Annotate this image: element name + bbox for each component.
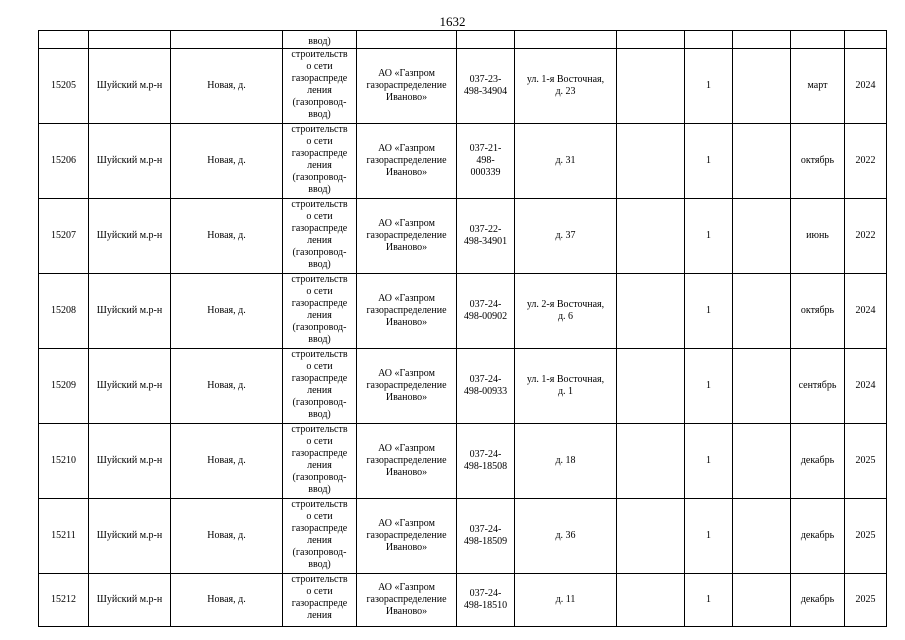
object-code-cell: 037-24- 498-00933 xyxy=(457,349,515,424)
object-code-cell: 037-24- 498-18509 xyxy=(457,499,515,574)
object-code-cell: 037-24- 498-18510 xyxy=(457,574,515,627)
count-cell: 1 xyxy=(685,424,733,499)
year-cell: 2024 xyxy=(845,349,887,424)
count-cell: 1 xyxy=(685,499,733,574)
empty-cell xyxy=(617,349,685,424)
row-number-cell: 15210 xyxy=(39,424,89,499)
address-cell: д. 11 xyxy=(515,574,617,627)
count-cell: 1 xyxy=(685,199,733,274)
year-cell: 2024 xyxy=(845,274,887,349)
empty-cell xyxy=(733,124,791,199)
month-cell: март xyxy=(791,49,845,124)
year-cell: 2025 xyxy=(845,574,887,627)
empty-cell xyxy=(617,574,685,627)
work-type-cell: строительств о сети газораспреде ления (газопровод- ввод) xyxy=(283,49,357,124)
locality-cell: Новая, д. xyxy=(171,199,283,274)
operator-cell: АО «Газпром газораспределение Иваново» xyxy=(357,499,457,574)
empty-cell xyxy=(617,274,685,349)
locality-cell: Новая, д. xyxy=(171,274,283,349)
empty-cell xyxy=(733,574,791,627)
table-row xyxy=(39,574,887,627)
month-cell: декабрь xyxy=(791,574,845,627)
locality-cell: Новая, д. xyxy=(171,424,283,499)
address-cell: д. 31 xyxy=(515,124,617,199)
month-cell: октябрь xyxy=(791,274,845,349)
table-row xyxy=(39,499,887,574)
district-cell: Шуйский м.р-н xyxy=(89,199,171,274)
empty-cell xyxy=(617,124,685,199)
table-row xyxy=(39,124,887,199)
address-cell: ул. 1-я Восточная, д. 23 xyxy=(515,49,617,124)
work-type-cell: строительств о сети газораспреде ления (газопровод- ввод) xyxy=(283,349,357,424)
work-type-cell: строительств о сети газораспреде ления (газопровод- ввод) xyxy=(283,499,357,574)
district-cell: Шуйский м.р-н xyxy=(89,424,171,499)
operator-cell: АО «Газпром газораспределение Иваново» xyxy=(357,574,457,627)
gasification-table xyxy=(38,30,887,627)
page-number: 1632 xyxy=(439,14,466,29)
empty-cell xyxy=(617,499,685,574)
table-row xyxy=(39,424,887,499)
row-number-cell: 15207 xyxy=(39,199,89,274)
work-type-cell: строительств о сети газораспреде ления (газопровод- ввод) xyxy=(283,199,357,274)
count-cell: 1 xyxy=(685,49,733,124)
row-number-cell: 15211 xyxy=(39,499,89,574)
address-cell: ул. 2-я Восточная, д. 6 xyxy=(515,274,617,349)
operator-cell: АО «Газпром газораспределение Иваново» xyxy=(357,349,457,424)
empty-cell xyxy=(733,199,791,274)
work-type-cell: строительств о сети газораспреде ления (газопровод- ввод) xyxy=(283,424,357,499)
row-number-cell: 15206 xyxy=(39,124,89,199)
row-number-cell: 15208 xyxy=(39,274,89,349)
address-cell: д. 37 xyxy=(515,199,617,274)
empty-cell xyxy=(733,49,791,124)
table-row xyxy=(39,274,887,349)
locality-cell: Новая, д. xyxy=(171,124,283,199)
year-cell: 2022 xyxy=(845,124,887,199)
year-cell: 2025 xyxy=(845,424,887,499)
object-code-cell: 037-23- 498-34904 xyxy=(457,49,515,124)
count-cell: 1 xyxy=(685,274,733,349)
empty-cell xyxy=(733,499,791,574)
operator-cell: АО «Газпром газораспределение Иваново» xyxy=(357,424,457,499)
district-cell: Шуйский м.р-н xyxy=(89,574,171,627)
address-cell: д. 18 xyxy=(515,424,617,499)
locality-cell: Новая, д. xyxy=(171,574,283,627)
count-cell: 1 xyxy=(685,574,733,627)
address-cell: д. 36 xyxy=(515,499,617,574)
month-cell: сентябрь xyxy=(791,349,845,424)
locality-cell: Новая, д. xyxy=(171,49,283,124)
object-code-cell: 037-22- 498-34901 xyxy=(457,199,515,274)
count-cell: 1 xyxy=(685,349,733,424)
object-code-cell: 037-21- 498- 000339 xyxy=(457,124,515,199)
work-type-cell: строительств о сети газораспреде ления (газопровод- ввод) xyxy=(283,274,357,349)
month-cell: октябрь xyxy=(791,124,845,199)
month-cell: июнь xyxy=(791,199,845,274)
operator-cell: АО «Газпром газораспределение Иваново» xyxy=(357,199,457,274)
operator-cell: АО «Газпром газораспределение Иваново» xyxy=(357,49,457,124)
locality-cell: Новая, д. xyxy=(171,499,283,574)
continuation-type-cell: ввод) xyxy=(283,31,357,49)
row-number-cell: 15209 xyxy=(39,349,89,424)
empty-cell xyxy=(733,274,791,349)
empty-cell xyxy=(617,199,685,274)
row-number-cell: 15205 xyxy=(39,49,89,124)
row-number-cell: 15212 xyxy=(39,574,89,627)
empty-cell xyxy=(617,49,685,124)
empty-cell xyxy=(617,424,685,499)
year-cell: 2022 xyxy=(845,199,887,274)
continuation-row xyxy=(39,31,887,49)
operator-cell: АО «Газпром газораспределение Иваново» xyxy=(357,124,457,199)
year-cell: 2025 xyxy=(845,499,887,574)
table-row xyxy=(39,199,887,274)
work-type-cell: строительств о сети газораспреде ления (газопровод- ввод) xyxy=(283,124,357,199)
month-cell: декабрь xyxy=(791,499,845,574)
count-cell: 1 xyxy=(685,124,733,199)
month-cell: декабрь xyxy=(791,424,845,499)
object-code-cell: 037-24- 498-00902 xyxy=(457,274,515,349)
operator-cell: АО «Газпром газораспределение Иваново» xyxy=(357,274,457,349)
empty-cell xyxy=(733,424,791,499)
empty-cell xyxy=(733,349,791,424)
table-row xyxy=(39,349,887,424)
locality-cell: Новая, д. xyxy=(171,349,283,424)
year-cell: 2024 xyxy=(845,49,887,124)
district-cell: Шуйский м.р-н xyxy=(89,499,171,574)
district-cell: Шуйский м.р-н xyxy=(89,274,171,349)
table-row xyxy=(39,49,887,124)
district-cell: Шуйский м.р-н xyxy=(89,49,171,124)
object-code-cell: 037-24- 498-18508 xyxy=(457,424,515,499)
district-cell: Шуйский м.р-н xyxy=(89,124,171,199)
work-type-cell: строительств о сети газораспреде ления xyxy=(283,574,357,627)
address-cell: ул. 1-я Восточная, д. 1 xyxy=(515,349,617,424)
district-cell: Шуйский м.р-н xyxy=(89,349,171,424)
